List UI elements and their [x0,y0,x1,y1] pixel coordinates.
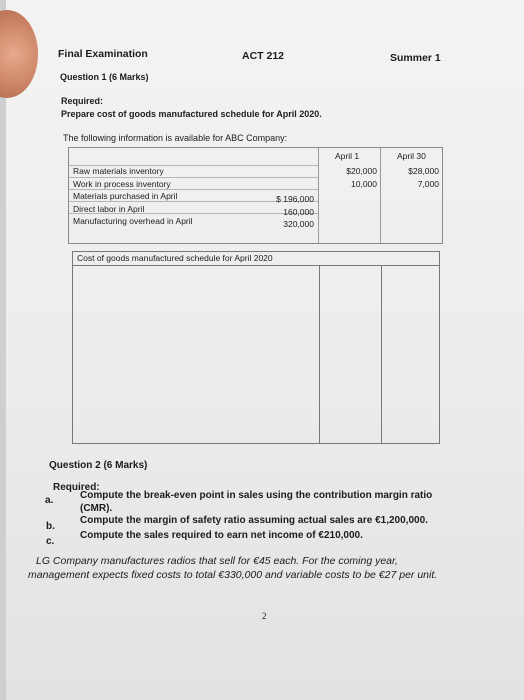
item-text-continued: (CMR). [80,503,113,514]
q1-required-text: Prepare cost of goods manufactured schedule for April 2020. [61,109,322,119]
q2-paragraph-line1: LG Company manufactures radios that sell for €45 each. For the coming year, [36,555,398,567]
item-letter: a. [45,495,54,506]
schedule-title: Cost of goods manufactured schedule for April 2020 [77,253,273,263]
row-mid-value: 320,000 [283,219,314,229]
row-april30-value: 7,000 [417,179,439,189]
row-label: Raw materials inventory [73,166,164,176]
row-april30-value: $28,000 [408,166,439,176]
page-number: 2 [262,611,267,621]
item-text: Compute the sales required to earn net income of €210,000. [80,530,363,541]
col-header-april30: April 30 [397,151,426,161]
row-label: Direct labor in April [73,204,145,214]
term-label: Summer 1 [390,52,441,64]
course-code: ACT 212 [242,50,285,62]
item-text: Compute the margin of safety ratio assuming actual sales are €1,200,000. [80,515,428,526]
col-header-april1: April 1 [335,151,360,161]
q1-title: Question 1 (6 Marks) [60,72,149,82]
schedule-table [72,251,440,444]
row-april1-value: 10,000 [351,179,377,189]
row-label: Materials purchased in April [73,191,178,201]
exam-page [6,0,524,700]
inventory-table [68,147,443,244]
row-mid-value: 160,000 [283,207,314,217]
row-label: Work in process inventory [73,179,171,189]
exam-title: Final Examination [58,48,148,60]
q1-required-label: Required: [61,96,104,106]
q2-paragraph-line2: management expects fixed costs to total €330,000 and variable costs to be €27 per unit. [28,569,438,581]
thumb-image [0,10,38,98]
q2-required-label: Required: [53,482,100,493]
q1-intro: The following information is available for ABC Company: [63,133,288,143]
row-april1-value: $20,000 [346,166,377,176]
row-label: Manufacturing overhead in April [73,216,193,226]
item-text: Compute the break-even point in sales using the contribution margin ratio [80,490,433,501]
item-letter: c. [46,536,55,547]
q2-title: Question 2 (6 Marks) [49,460,148,471]
item-letter: b. [46,521,55,532]
row-mid-value: $ 196,000 [276,194,314,204]
